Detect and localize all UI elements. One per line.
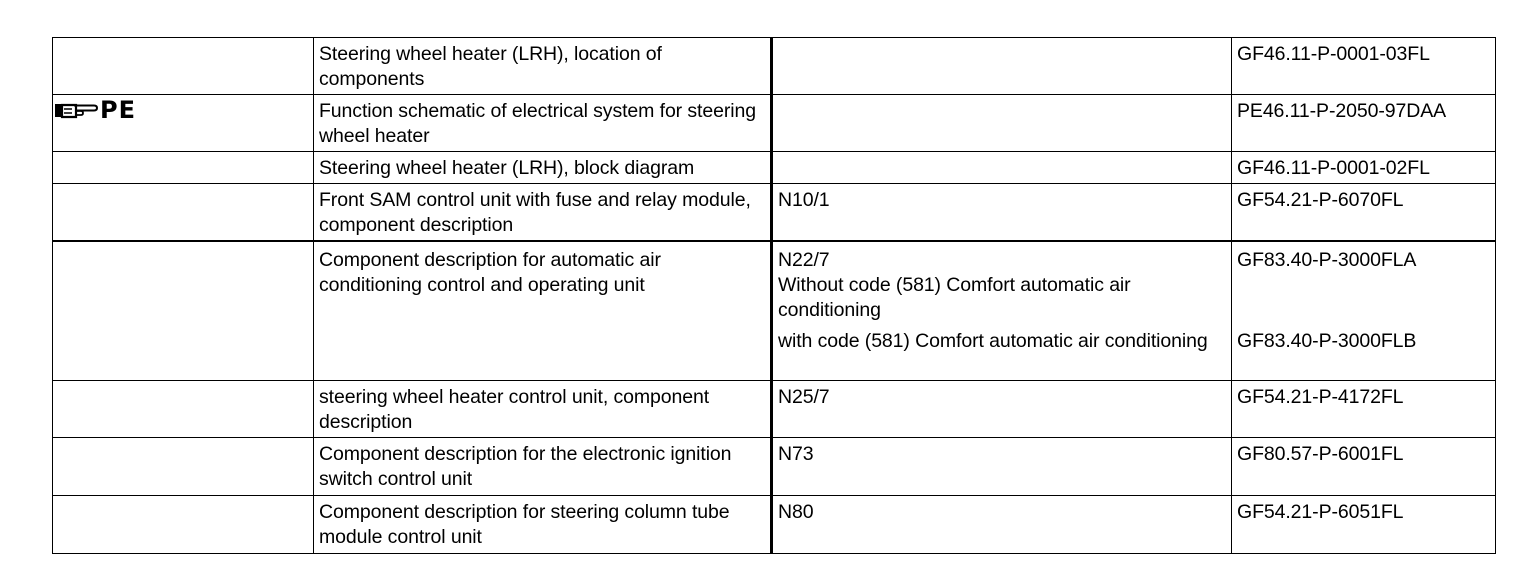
- marker-cell: [53, 152, 314, 184]
- document-cell: [1232, 241, 1496, 380]
- code-cell: N10/1: [772, 184, 1232, 242]
- code-cell: [772, 38, 1232, 95]
- table-row: [53, 495, 1496, 553]
- document-cell[interactable]: GF80.57-P-6001FL: [1232, 437, 1496, 495]
- table-row: [53, 241, 1496, 380]
- description-cell: steering wheel heater control unit, component description: [314, 380, 772, 437]
- table-row: [53, 184, 1496, 242]
- document-cell[interactable]: GF54.21-P-4172FL: [1232, 380, 1496, 437]
- code-cell: [772, 95, 1232, 152]
- code-cell: [772, 152, 1232, 184]
- code-note: with code (581) Comfort automatic air conditioning: [778, 330, 1208, 352]
- code-note: Without code (581) Comfort automatic air conditioning: [778, 274, 1131, 321]
- code-cell: N73: [772, 437, 1232, 495]
- document-cell[interactable]: GF46.11-P-0001-02FL: [1232, 152, 1496, 184]
- code-cell: N25/7: [772, 380, 1232, 437]
- document-link[interactable]: GF83.40-P-3000FLB: [1237, 330, 1417, 352]
- table-row: [53, 380, 1496, 437]
- marker-cell: [53, 495, 314, 553]
- description-cell: Steering wheel heater (LRH), block diagram: [314, 152, 772, 184]
- description-cell: Steering wheel heater (LRH), location of components: [314, 38, 772, 95]
- spacer: [1237, 273, 1490, 323]
- description-cell: Component description for steering column tube module control unit: [314, 495, 772, 553]
- code-cell: N80: [772, 495, 1232, 553]
- document-cell[interactable]: GF54.21-P-6051FL: [1232, 495, 1496, 553]
- description-cell: Component description for the electronic ignition switch control unit: [314, 437, 772, 495]
- reference-table: [52, 37, 1496, 554]
- description-cell: Front SAM control unit with fuse and relay module, component description: [314, 184, 772, 242]
- table-row: [53, 437, 1496, 495]
- marker-cell: [53, 38, 314, 95]
- description-cell: Function schematic of electrical system for steering wheel heater: [314, 95, 772, 152]
- pointing-hand-icon: [54, 99, 98, 121]
- table-row: [53, 152, 1496, 184]
- marker-cell: [53, 380, 314, 437]
- marker-cell: [53, 437, 314, 495]
- marker-cell: [53, 95, 314, 152]
- code-value: N22/7: [778, 249, 830, 271]
- table-row: [53, 38, 1496, 95]
- code-cell: [772, 241, 1232, 380]
- document-link[interactable]: GF83.40-P-3000FLA: [1237, 249, 1417, 271]
- description-cell: Component description for automatic air conditioning control and operating unit: [314, 241, 772, 380]
- marker-cell: [53, 241, 314, 380]
- document-cell[interactable]: GF54.21-P-6070FL: [1232, 184, 1496, 242]
- document-cell[interactable]: PE46.11-P-2050-97DAA: [1232, 95, 1496, 152]
- document-cell[interactable]: GF46.11-P-0001-03FL: [1232, 38, 1496, 95]
- pe-label: PE: [100, 96, 136, 124]
- table-row: [53, 95, 1496, 152]
- pe-marker[interactable]: [54, 96, 136, 124]
- marker-cell: [53, 184, 314, 242]
